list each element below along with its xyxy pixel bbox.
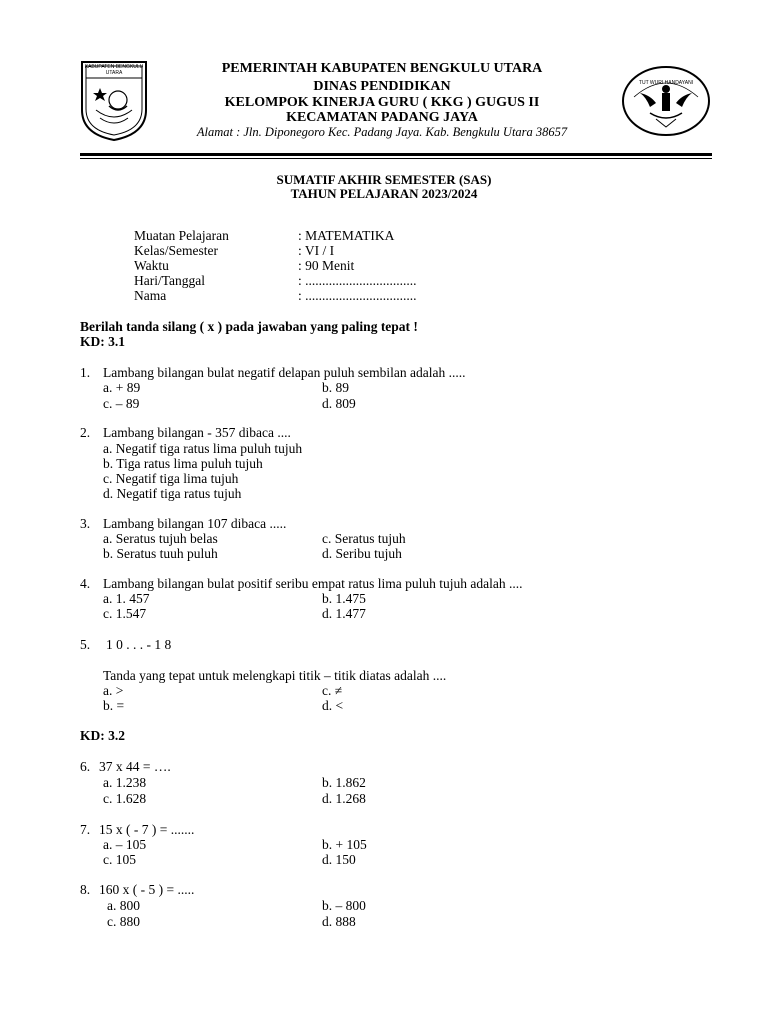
info-label-subject: Muatan Pelajaran — [134, 228, 229, 243]
letterhead-rule-thin — [80, 158, 712, 159]
q6-option-b[interactable]: b. 1.862 — [322, 775, 366, 790]
q2-option-a[interactable]: a. Negatif tiga ratus lima puluh tujuh — [103, 441, 303, 456]
q6-text: 37 x 44 = …. — [99, 759, 171, 774]
info-value-subject: : MATEMATIKA — [298, 228, 395, 243]
q6-option-d[interactable]: d. 1.268 — [322, 791, 366, 806]
q7-number: 7. — [80, 822, 91, 837]
q4-option-c[interactable]: c. 1.547 — [103, 606, 147, 621]
q8-option-a[interactable]: a. 800 — [107, 898, 140, 913]
q4-number: 4. — [80, 576, 91, 591]
letterhead-line-4: KECAMATAN PADANG JAYA — [286, 110, 478, 125]
q7-text: 15 x ( - 7 ) = ....... — [99, 822, 195, 837]
q4-option-d[interactable]: d. 1.477 — [322, 606, 366, 621]
q4-option-b[interactable]: b. 1.475 — [322, 591, 366, 606]
letterhead-rule-thick — [80, 153, 712, 156]
q3-text: Lambang bilangan 107 dibaca ..... — [103, 516, 287, 531]
q3-number: 3. — [80, 516, 91, 531]
q7-option-d[interactable]: d. 150 — [322, 852, 356, 867]
q1-option-d[interactable]: d. 809 — [322, 396, 356, 411]
q6-option-c[interactable]: c. 1.628 — [103, 791, 147, 806]
q1-option-c[interactable]: c. – 89 — [103, 396, 140, 411]
info-label-time: Waktu — [134, 258, 169, 273]
info-label-date: Hari/Tanggal — [134, 273, 206, 288]
q8-option-d[interactable]: d. 888 — [322, 914, 356, 929]
q8-option-c[interactable]: c. 880 — [107, 914, 140, 929]
info-value-name: : ................................. — [298, 288, 417, 303]
info-label-class: Kelas/Semester — [134, 243, 218, 258]
q1-option-b[interactable]: b. 89 — [322, 380, 349, 395]
kd-3-2: KD: 3.2 — [80, 728, 125, 743]
letterhead-address: Alamat : Jln. Diponegoro Kec. Padang Jaya. Kab. Bengkulu Utara 38657 — [196, 125, 568, 139]
q8-text: 160 x ( - 5 ) = ..... — [99, 882, 195, 897]
info-value-class: : VI / I — [298, 243, 335, 258]
q6-option-a[interactable]: a. 1.238 — [103, 775, 147, 790]
kabupaten-logo-caption: KABUPATEN BENGKULU UTARA — [84, 64, 144, 76]
q5-option-a[interactable]: a. > — [103, 683, 124, 698]
q5-option-d[interactable]: d. < — [322, 698, 344, 713]
q2-text: Lambang bilangan - 357 dibaca .... — [103, 425, 291, 440]
q5-number: 5. — [80, 637, 91, 652]
q7-option-c[interactable]: c. 105 — [103, 852, 136, 867]
info-value-date: : ................................. — [298, 273, 417, 288]
q2-number: 2. — [80, 425, 91, 440]
kd-3-1: KD: 3.1 — [80, 334, 125, 349]
q3-option-b[interactable]: b. Seratus tuuh puluh — [103, 546, 218, 561]
q2-option-b[interactable]: b. Tiga ratus lima puluh tujuh — [103, 456, 263, 471]
q7-option-a[interactable]: a. – 105 — [103, 837, 147, 852]
info-value-time: : 90 Menit — [298, 258, 355, 273]
q1-number: 1. — [80, 365, 91, 380]
q4-text: Lambang bilangan bulat positif seribu empat ratus lima puluh tujuh adalah .... — [103, 576, 523, 591]
letterhead-line-2: DINAS PENDIDIKAN — [313, 79, 451, 94]
info-label-name: Nama — [134, 288, 167, 303]
q2-option-c[interactable]: c. Negatif tiga lima tujuh — [103, 471, 239, 486]
q6-number: 6. — [80, 759, 91, 774]
exam-title: SUMATIF AKHIR SEMESTER (SAS) — [276, 172, 492, 187]
tut-wuri-handayani-caption: TUT WURI HANDAYANI — [638, 80, 694, 86]
q7-option-b[interactable]: b. + 105 — [322, 837, 367, 852]
q3-option-d[interactable]: d. Seribu tujuh — [322, 546, 402, 561]
q2-option-d[interactable]: d. Negatif tiga ratus tujuh — [103, 486, 242, 501]
letterhead-line-1: PEMERINTAH KABUPATEN BENGKULU UTARA — [221, 61, 543, 76]
q1-option-a[interactable]: a. + 89 — [103, 380, 141, 395]
q8-option-b[interactable]: b. – 800 — [322, 898, 366, 913]
q5-option-c[interactable]: c. ≠ — [322, 683, 343, 698]
q8-number: 8. — [80, 882, 91, 897]
letterhead-line-3: KELOMPOK KINERJA GURU ( KKG ) GUGUS II — [224, 95, 540, 110]
q5-text: Tanda yang tepat untuk melengkapi titik – titik diatas adalah .... — [103, 668, 447, 683]
instruction: Berilah tanda silang ( x ) pada jawaban yang paling tepat ! — [80, 319, 418, 334]
q3-option-a[interactable]: a. Seratus tujuh belas — [103, 531, 218, 546]
exam-year: TAHUN PELAJARAN 2023/2024 — [290, 186, 478, 201]
q5-option-b[interactable]: b. = — [103, 698, 125, 713]
q3-option-c[interactable]: c. Seratus tujuh — [322, 531, 406, 546]
q4-option-a[interactable]: a. 1. 457 — [103, 591, 150, 606]
q1-text: Lambang bilangan bulat negatif delapan puluh sembilan adalah ..... — [103, 365, 466, 380]
q5-expression: 1 0 . . . - 1 8 — [106, 637, 172, 652]
